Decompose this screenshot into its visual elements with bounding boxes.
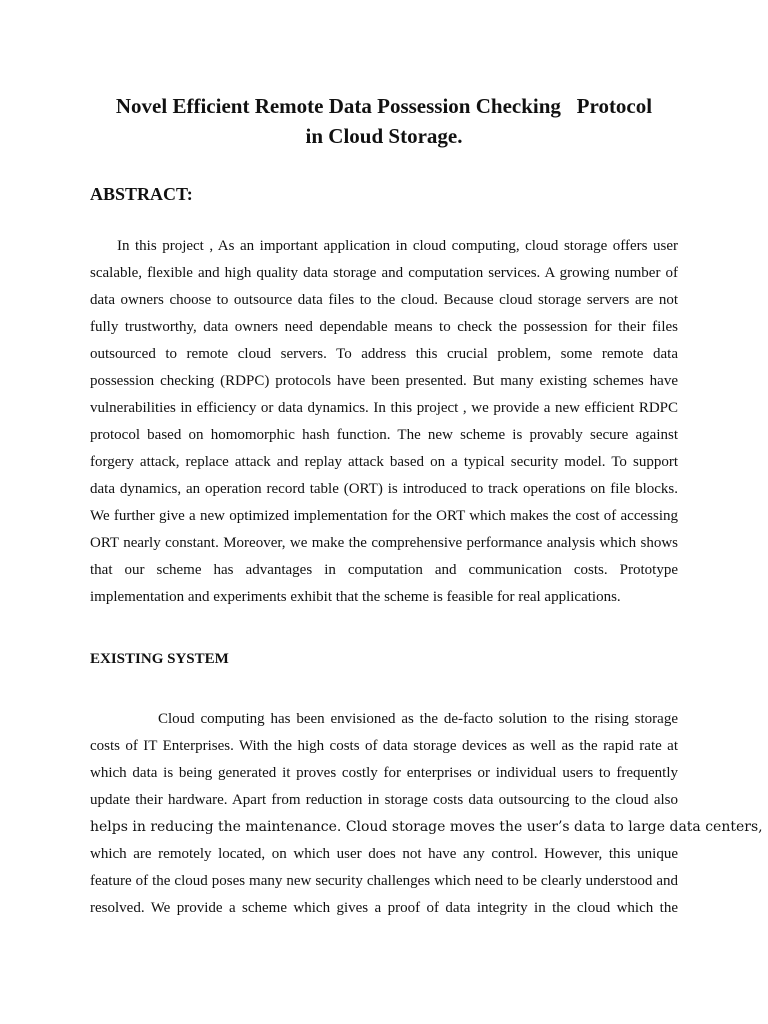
abstract-line: forgery attack, replace attack and replay attack based on a typical security model. To support	[90, 454, 678, 470]
abstract-line: that our scheme has advantages in computation and communication costs. Prototype	[90, 562, 678, 578]
abstract-heading: ABSTRACT:	[90, 184, 193, 204]
abstract-line: ORT nearly constant. Moreover, we make the comprehensive performance analysis which shows	[90, 535, 678, 551]
abstract-line: possession checking (RDPC) protocols have been presented. But many existing schemes have	[90, 373, 678, 389]
abstract-line: We further give a new optimized implementation for the ORT which makes the cost of accessing	[90, 508, 678, 524]
abstract-line: In this project , As an important application in cloud computing, cloud storage offers user	[117, 238, 678, 254]
abstract-paragraph	[90, 233, 678, 611]
existing-system-paragraph	[90, 706, 763, 922]
existing-system-line: which are remotely located, on which user does not have any control. However, this unique	[90, 846, 678, 862]
existing-system-line: Cloud computing has been envisioned as the de-facto solution to the rising storage	[158, 711, 678, 727]
abstract-line: implementation and experiments exhibit that the scheme is feasible for real applications.	[90, 589, 621, 605]
abstract-line: vulnerabilities in efficiency or data dynamics. In this project , we provide a new efficient RDPC	[90, 400, 678, 416]
existing-system-heading: EXISTING SYSTEM	[90, 651, 229, 667]
existing-system-line: resolved. We provide a scheme which gives a proof of data integrity in the cloud which the	[90, 900, 678, 916]
paper-title	[60, 91, 708, 151]
existing-system-line: which data is being generated it proves costly for enterprises or individual users to frequently	[90, 765, 678, 781]
abstract-line: data owners choose to outsource data files to the cloud. Because cloud storage servers are not	[90, 292, 678, 308]
existing-system-line: helps in reducing the maintenance. Cloud storage moves the user’s data to large data centers,	[90, 819, 763, 835]
abstract-line: outsourced to remote cloud servers. To address this crucial problem, some remote data	[90, 346, 678, 362]
abstract-line: fully trustworthy, data owners need dependable means to check the possession for their files	[90, 319, 678, 335]
abstract-line: scalable, flexible and high quality data storage and computation services. A growing number of	[90, 265, 678, 281]
paper-title-line-1: Novel Efficient Remote Data Possession Checking Protocol	[115, 94, 653, 118]
abstract-line: protocol based on homomorphic hash function. The new scheme is provably secure against	[90, 427, 678, 443]
existing-system-line: update their hardware. Apart from reduction in storage costs data outsourcing to the cloud also	[90, 792, 678, 808]
existing-system-line: feature of the cloud poses many new security challenges which need to be clearly understood and	[90, 873, 678, 889]
existing-system-line: costs of IT Enterprises. With the high costs of data storage devices as well as the rapid rate at	[90, 738, 678, 754]
paper-title-line-2: in Cloud Storage.	[305, 124, 463, 148]
abstract-line: data dynamics, an operation record table (ORT) is introduced to track operations on file blocks.	[90, 481, 678, 497]
